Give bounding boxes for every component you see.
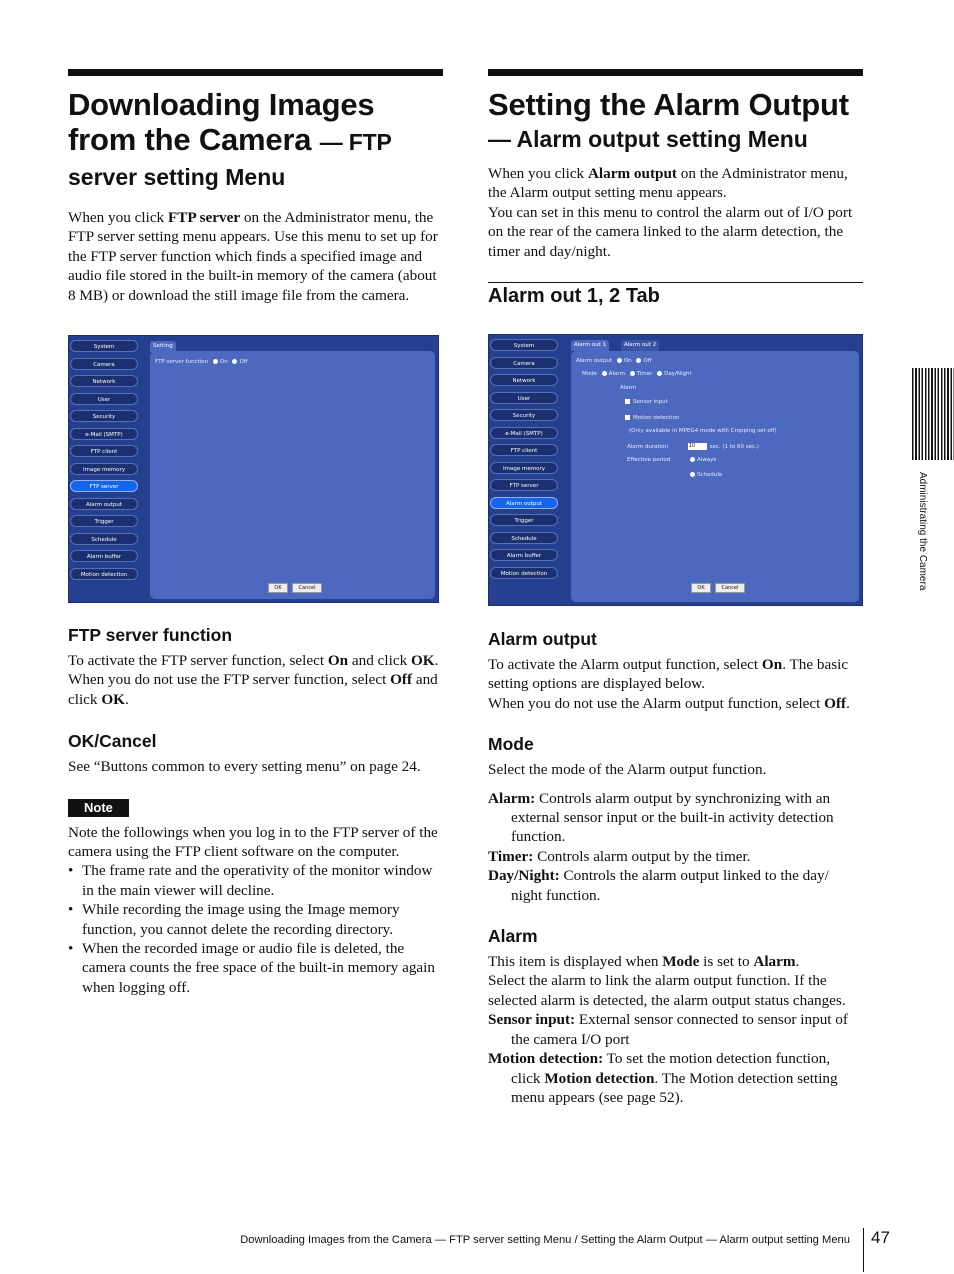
section-rule bbox=[68, 69, 443, 76]
menu-item-system[interactable]: System bbox=[490, 339, 558, 351]
mode-heading: Mode bbox=[488, 734, 534, 755]
menu-item-schedule[interactable]: Schedule bbox=[490, 532, 558, 544]
right-column-lower bbox=[488, 629, 863, 1107]
ok-cancel-heading: OK/Cancel bbox=[68, 731, 157, 752]
mode-alarm-item: Alarm: Controls alarm output by synchronizing with an external sensor input or the built-in activity detection function. bbox=[488, 789, 834, 846]
cancel-button[interactable]: Cancel bbox=[292, 583, 322, 593]
radio-schedule[interactable] bbox=[690, 472, 695, 477]
page-subtitle-left: server setting Menu bbox=[68, 164, 286, 190]
note-badge: Note bbox=[68, 799, 129, 817]
ftp-function-row: FTP server function On Off bbox=[155, 359, 248, 365]
ftp-server-function-heading: FTP server function bbox=[68, 625, 233, 645]
radio-mode-timer[interactable] bbox=[630, 371, 635, 376]
alarm-label: Alarm bbox=[620, 385, 637, 391]
menu-item-network[interactable]: Network bbox=[70, 375, 138, 387]
menu-item-alarm-output[interactable]: Alarm output bbox=[490, 497, 558, 509]
menu-item-security[interactable]: Security bbox=[70, 410, 138, 422]
running-footer: Downloading Images from the Camera — FTP server setting Menu / Setting the Alarm Output — Alarm output setting Menu bbox=[240, 1234, 850, 1246]
period-label: Effective period bbox=[627, 457, 671, 463]
radio-mode-alarm[interactable] bbox=[602, 371, 607, 376]
alarm-paragraph-1: This item is displayed when Mode is set to Alarm. bbox=[488, 953, 800, 971]
alarm-intro-1: When you click Alarm output on the Administrator menu, the Alarm output setting menu appears. bbox=[488, 165, 848, 202]
mode-row: Mode Alarm Timer Day/Night bbox=[582, 371, 692, 377]
ftp-off-paragraph: When you do not use the FTP server function, select Off and click OK. bbox=[68, 671, 438, 708]
section-rule bbox=[488, 69, 863, 76]
menu-item-security[interactable]: Security bbox=[490, 409, 558, 421]
intro-paragraph: When you click FTP server on the Administrator menu, the FTP server setting menu appears. Use this menu to set up for the FTP server function which finds a specified image and audio file stored in the built-in memory of the camera (about 8 MB) or download the still image file from the camera. bbox=[68, 209, 438, 304]
alarm-tab-heading: Alarm out 1, 2 Tab bbox=[488, 285, 660, 308]
motion-detection-item: Motion detection: To set the motion detection function, click Motion detection. The Motion detection setting menu appears (see page 52). bbox=[488, 1050, 838, 1106]
alarm-output-row: Alarm output On Off bbox=[576, 358, 652, 364]
menu-item-alarm-output[interactable]: Alarm output bbox=[70, 498, 138, 510]
period-schedule-row: Schedule bbox=[687, 472, 722, 478]
menu-item-ftp-client[interactable]: FTP client bbox=[70, 445, 138, 457]
admin-menu bbox=[490, 339, 558, 584]
menu-item-alarm-buffer[interactable]: Alarm buffer bbox=[490, 549, 558, 561]
menu-item-trigger[interactable]: Trigger bbox=[70, 515, 138, 527]
menu-item-camera[interactable]: Camera bbox=[70, 358, 138, 370]
tab-setting[interactable]: Setting bbox=[150, 341, 176, 352]
mode-paragraph: Select the mode of the Alarm output function. bbox=[488, 761, 767, 779]
radio-mode-daynight[interactable] bbox=[657, 371, 662, 376]
settings-panel bbox=[150, 351, 435, 599]
footer-divider bbox=[863, 1228, 864, 1272]
radio-always[interactable] bbox=[690, 457, 695, 462]
alarm-paragraph-2: Select the alarm to link the alarm output function. If the selected alarm is detected, the alarm output status changes. bbox=[488, 972, 846, 1009]
menu-item-email[interactable]: e-Mail (SMTP) bbox=[70, 428, 138, 440]
menu-item-user[interactable]: User bbox=[490, 392, 558, 404]
ok-button[interactable]: OK bbox=[691, 583, 711, 593]
menu-item-image-memory[interactable]: Image memory bbox=[70, 463, 138, 475]
cancel-button[interactable]: Cancel bbox=[715, 583, 745, 593]
menu-item-system[interactable]: System bbox=[70, 340, 138, 352]
alarm-output-off-paragraph: When you do not use the Alarm output function, select Off. bbox=[488, 694, 850, 712]
left-column-lower bbox=[68, 625, 443, 997]
page-subtitle-right: — Alarm output setting Menu bbox=[488, 126, 808, 152]
side-tab-marker bbox=[912, 368, 954, 460]
right-column bbox=[488, 69, 863, 308]
radio-off[interactable] bbox=[232, 359, 237, 364]
md-note: (Only available in MPEG4 mode with Cropping set off) bbox=[629, 428, 777, 434]
tab-alarm-out-1[interactable]: Alarm out 1 bbox=[571, 340, 609, 351]
page-title-right: Setting the Alarm Output bbox=[488, 87, 849, 122]
period-always-row: Always bbox=[687, 457, 716, 463]
tab-heading-rule bbox=[488, 282, 863, 283]
menu-item-schedule[interactable]: Schedule bbox=[70, 533, 138, 545]
tab-alarm-out-2[interactable]: Alarm out 2 bbox=[621, 340, 659, 351]
menu-item-ftp-server[interactable]: FTP server bbox=[490, 479, 558, 491]
menu-item-trigger[interactable]: Trigger bbox=[490, 514, 558, 526]
alarm-intro-2: You can set in this menu to control the alarm out of I/O port on the rear of the camera linked to the alarm detection, the timer and day/night. bbox=[488, 203, 853, 260]
radio-on[interactable] bbox=[213, 359, 218, 364]
menu-item-ftp-server[interactable]: FTP server bbox=[70, 480, 138, 492]
menu-item-email[interactable]: e-Mail (SMTP) bbox=[490, 427, 558, 439]
menu-item-network[interactable]: Network bbox=[490, 374, 558, 386]
sensor-input-row: Sensor input bbox=[625, 399, 668, 405]
duration-row: Alarm duration 10 sec. (1 to 60 sec.) bbox=[627, 443, 759, 450]
motion-detection-checkbox[interactable] bbox=[625, 415, 630, 420]
menu-item-camera[interactable]: Camera bbox=[490, 357, 558, 369]
mode-timer-item: Timer: Controls alarm output by the timer. bbox=[488, 847, 751, 865]
list-item: • When the recorded image or audio file is deleted, the camera counts the free space of the built-in memory again when logging off. bbox=[68, 939, 443, 997]
left-column bbox=[68, 69, 443, 305]
side-tab-label: Administrating the Camera bbox=[917, 472, 928, 591]
sensor-input-item: Sensor input: External sensor connected to sensor input of the camera I/O port bbox=[488, 1011, 848, 1048]
alarm-output-screenshot bbox=[488, 334, 863, 606]
ftp-server-screenshot bbox=[68, 335, 439, 603]
page-title-left: Downloading Images from the Camera — FTP bbox=[68, 87, 392, 157]
ftp-on-paragraph: To activate the FTP server function, select On and click OK. bbox=[68, 652, 439, 669]
motion-detection-row: Motion detection bbox=[625, 415, 679, 421]
menu-item-user[interactable]: User bbox=[70, 393, 138, 405]
list-item: • The frame rate and the operativity of the monitor window in the main viewer will decline. bbox=[68, 861, 443, 900]
menu-item-alarm-buffer[interactable]: Alarm buffer bbox=[70, 550, 138, 562]
radio-off[interactable] bbox=[636, 358, 641, 363]
duration-select[interactable]: 10 bbox=[688, 443, 707, 450]
sensor-input-checkbox[interactable] bbox=[625, 399, 630, 404]
menu-item-motion-detection[interactable]: Motion detection bbox=[70, 568, 138, 580]
ok-button[interactable]: OK bbox=[268, 583, 288, 593]
page-number: 47 bbox=[871, 1228, 890, 1247]
admin-menu bbox=[70, 340, 138, 585]
alarm-output-heading: Alarm output bbox=[488, 629, 597, 649]
alarm-output-on-paragraph: To activate the Alarm output function, select On. The basic setting options are displayed below. bbox=[488, 656, 849, 693]
mode-daynight-item: Day/Night: Controls the alarm output linked to the day/ night function. bbox=[488, 867, 829, 904]
note-list bbox=[68, 861, 443, 997]
menu-item-image-memory[interactable]: Image memory bbox=[490, 462, 558, 474]
ok-cancel-paragraph: See “Buttons common to every setting menu” on page 24. bbox=[68, 758, 421, 776]
list-item: • While recording the image using the Image memory function, you cannot delete the recording directory. bbox=[68, 900, 443, 939]
menu-item-ftp-client[interactable]: FTP client bbox=[490, 444, 558, 456]
menu-item-motion-detection[interactable]: Motion detection bbox=[490, 567, 558, 579]
note-intro: Note the followings when you log in to the FTP server of the camera using the FTP client software on the computer. bbox=[68, 823, 438, 861]
alarm-heading: Alarm bbox=[488, 926, 538, 947]
radio-on[interactable] bbox=[617, 358, 622, 363]
